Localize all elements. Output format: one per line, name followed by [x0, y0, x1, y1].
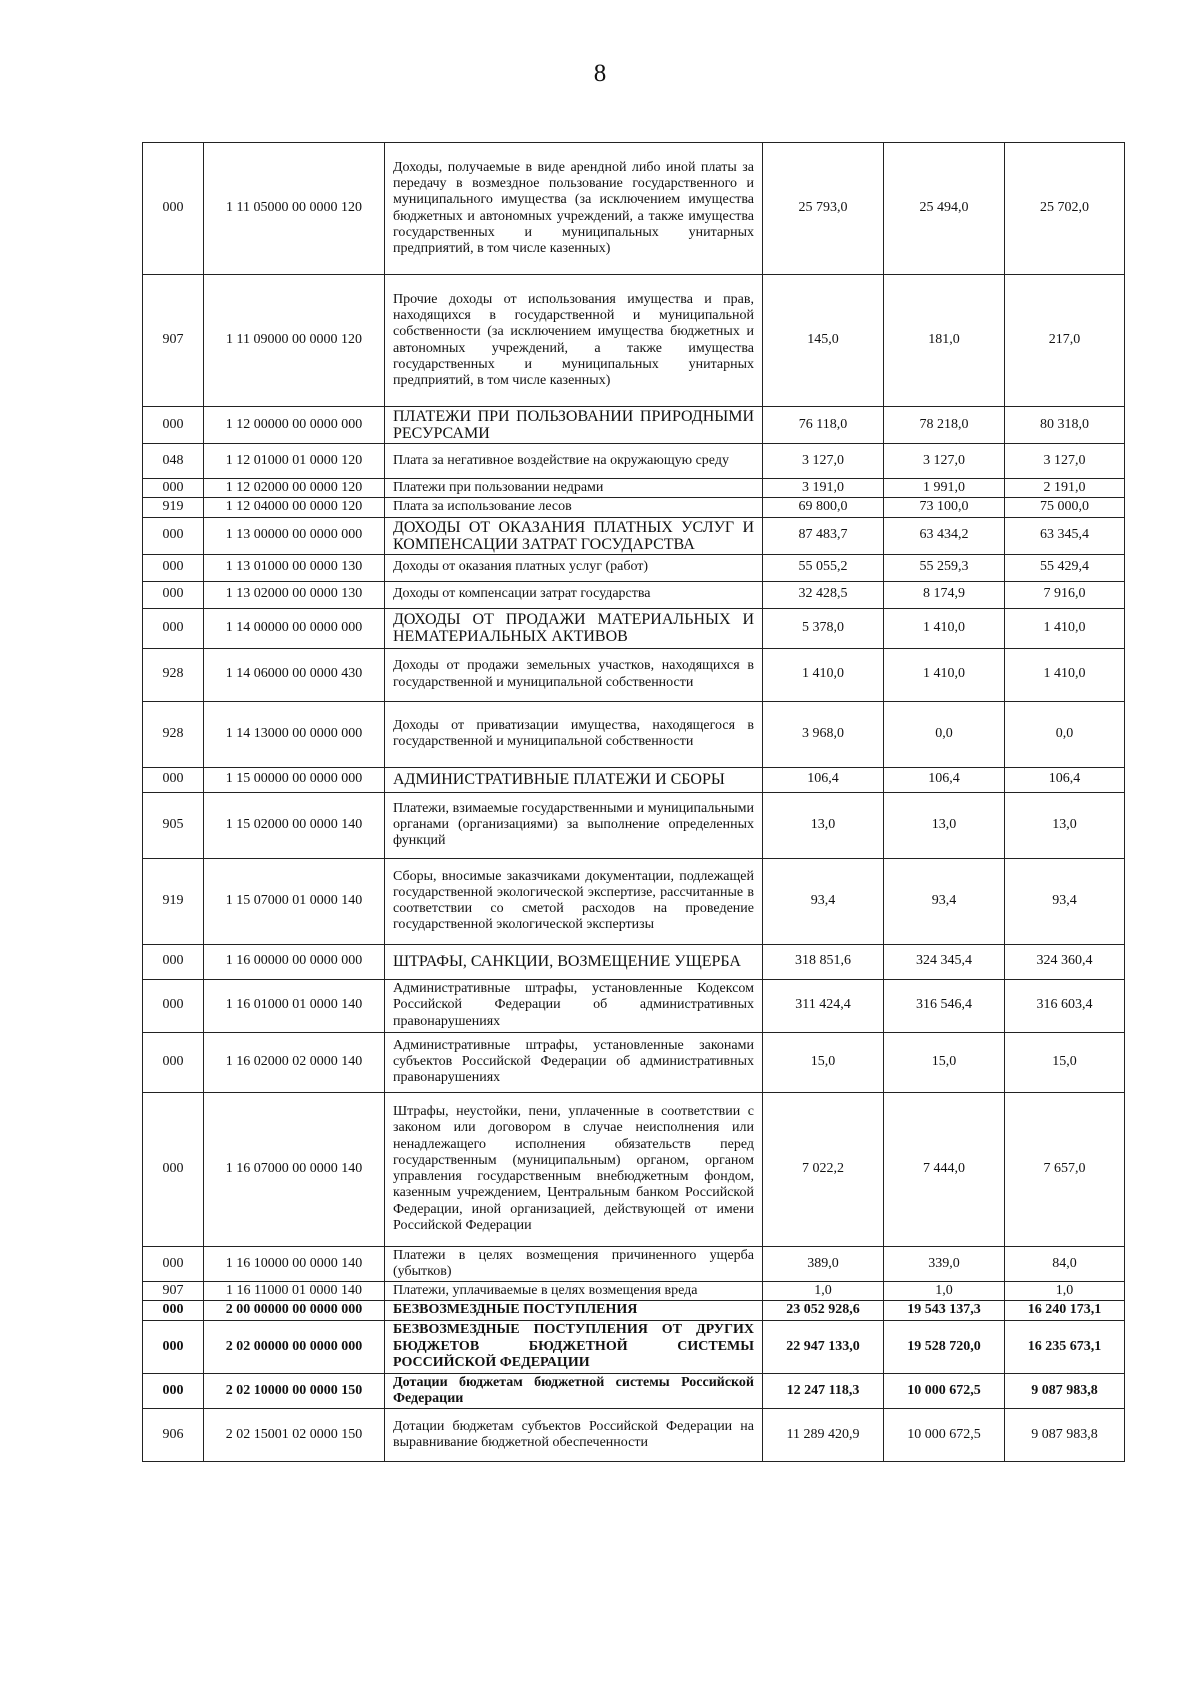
- year2-amount-cell: 8 174,9: [884, 581, 1005, 608]
- year3-amount-cell: 324 360,4: [1005, 944, 1125, 979]
- description-cell: Штрафы, неустойки, пени, уплаченные в соответствии с законом или договором в случае неисполнения или ненадлежащего исполнения обязательств перед государственным (муниципальным) органом, органом управления государственным внебюджетным фондом, казенным учреждением, Центральным банком Российской Федерации, иной организацией, действующей от имени Российской Федерации: [385, 1092, 763, 1246]
- admin-code-cell: 000: [143, 479, 204, 498]
- year1-amount-cell: 32 428,5: [763, 581, 884, 608]
- year3-amount-cell: 9 087 983,8: [1005, 1409, 1125, 1462]
- admin-code-cell: 000: [143, 1320, 204, 1373]
- admin-code-cell: 000: [143, 1246, 204, 1282]
- budget-code-cell: 1 16 02000 02 0000 140: [204, 1032, 385, 1092]
- admin-code-cell: 000: [143, 1301, 204, 1320]
- year1-amount-cell: 13,0: [763, 792, 884, 858]
- year3-amount-cell: 80 318,0: [1005, 407, 1125, 444]
- table-row: [143, 608, 1125, 648]
- budget-code-cell: 1 14 00000 00 0000 000: [204, 608, 385, 648]
- admin-code-cell: 919: [143, 858, 204, 944]
- table-row: [143, 1032, 1125, 1092]
- year2-amount-cell: 19 543 137,3: [884, 1301, 1005, 1320]
- admin-code-cell: 000: [143, 944, 204, 979]
- budget-code-cell: 1 15 07000 01 0000 140: [204, 858, 385, 944]
- budget-code-cell: 1 14 06000 00 0000 430: [204, 648, 385, 701]
- budget-code-cell: 1 15 02000 00 0000 140: [204, 792, 385, 858]
- year2-amount-cell: 13,0: [884, 792, 1005, 858]
- year3-amount-cell: 9 087 983,8: [1005, 1373, 1125, 1409]
- year1-amount-cell: 311 424,4: [763, 979, 884, 1032]
- admin-code-cell: 000: [143, 1032, 204, 1092]
- year3-amount-cell: 16 235 673,1: [1005, 1320, 1125, 1373]
- table-row: [143, 979, 1125, 1032]
- table-row: [143, 1301, 1125, 1320]
- admin-code-cell: 000: [143, 554, 204, 581]
- description-cell: Платежи, взимаемые государственными и муниципальными органами (организациями) за выполнение определенных функций: [385, 792, 763, 858]
- year3-amount-cell: 15,0: [1005, 1032, 1125, 1092]
- year2-amount-cell: 55 259,3: [884, 554, 1005, 581]
- year3-amount-cell: 93,4: [1005, 858, 1125, 944]
- table-row: [143, 1409, 1125, 1462]
- year1-amount-cell: 23 052 928,6: [763, 1301, 884, 1320]
- year1-amount-cell: 69 800,0: [763, 498, 884, 517]
- year3-amount-cell: 106,4: [1005, 767, 1125, 792]
- budget-code-cell: 1 11 05000 00 0000 120: [204, 143, 385, 275]
- year2-amount-cell: 1 991,0: [884, 479, 1005, 498]
- description-cell: Доходы от продажи земельных участков, находящихся в государственной и муниципальной собственности: [385, 648, 763, 701]
- budget-revenue-table: [142, 142, 1125, 1462]
- description-cell: Доходы от приватизации имущества, находящегося в государственной и муниципальной собственности: [385, 701, 763, 767]
- budget-code-cell: 1 15 00000 00 0000 000: [204, 767, 385, 792]
- description-cell: АДМИНИСТРАТИВНЫЕ ПЛАТЕЖИ И СБОРЫ: [385, 767, 763, 792]
- admin-code-cell: 000: [143, 581, 204, 608]
- year2-amount-cell: 7 444,0: [884, 1092, 1005, 1246]
- budget-code-cell: 1 12 01000 01 0000 120: [204, 444, 385, 479]
- table-row: [143, 858, 1125, 944]
- budget-code-cell: 1 11 09000 00 0000 120: [204, 275, 385, 407]
- year3-amount-cell: 13,0: [1005, 792, 1125, 858]
- budget-code-cell: 1 12 00000 00 0000 000: [204, 407, 385, 444]
- admin-code-cell: 000: [143, 608, 204, 648]
- table-row: [143, 407, 1125, 444]
- year2-amount-cell: 181,0: [884, 275, 1005, 407]
- description-cell: ДОХОДЫ ОТ ОКАЗАНИЯ ПЛАТНЫХ УСЛУГ И КОМПЕНСАЦИИ ЗАТРАТ ГОСУДАРСТВА: [385, 517, 763, 554]
- year3-amount-cell: 16 240 173,1: [1005, 1301, 1125, 1320]
- year1-amount-cell: 1 410,0: [763, 648, 884, 701]
- year1-amount-cell: 55 055,2: [763, 554, 884, 581]
- year3-amount-cell: 7 916,0: [1005, 581, 1125, 608]
- year2-amount-cell: 78 218,0: [884, 407, 1005, 444]
- year1-amount-cell: 15,0: [763, 1032, 884, 1092]
- year1-amount-cell: 25 793,0: [763, 143, 884, 275]
- table-row: [143, 1320, 1125, 1373]
- admin-code-cell: 000: [143, 979, 204, 1032]
- admin-code-cell: 906: [143, 1409, 204, 1462]
- year1-amount-cell: 3 191,0: [763, 479, 884, 498]
- year1-amount-cell: 12 247 118,3: [763, 1373, 884, 1409]
- table-row: [143, 517, 1125, 554]
- year2-amount-cell: 93,4: [884, 858, 1005, 944]
- year3-amount-cell: 0,0: [1005, 701, 1125, 767]
- year2-amount-cell: 10 000 672,5: [884, 1409, 1005, 1462]
- year3-amount-cell: 316 603,4: [1005, 979, 1125, 1032]
- year2-amount-cell: 3 127,0: [884, 444, 1005, 479]
- year2-amount-cell: 106,4: [884, 767, 1005, 792]
- admin-code-cell: 919: [143, 498, 204, 517]
- description-cell: ПЛАТЕЖИ ПРИ ПОЛЬЗОВАНИИ ПРИРОДНЫМИ РЕСУРСАМИ: [385, 407, 763, 444]
- admin-code-cell: 907: [143, 1282, 204, 1301]
- description-cell: Плата за негативное воздействие на окружающую среду: [385, 444, 763, 479]
- year3-amount-cell: 1 410,0: [1005, 648, 1125, 701]
- description-cell: Административные штрафы, установленные Кодексом Российской Федерации об административных правонарушениях: [385, 979, 763, 1032]
- year3-amount-cell: 1,0: [1005, 1282, 1125, 1301]
- table-row: [143, 944, 1125, 979]
- year1-amount-cell: 3 127,0: [763, 444, 884, 479]
- admin-code-cell: 928: [143, 701, 204, 767]
- year2-amount-cell: 25 494,0: [884, 143, 1005, 275]
- budget-code-cell: 2 02 00000 00 0000 000: [204, 1320, 385, 1373]
- budget-code-cell: 2 02 15001 02 0000 150: [204, 1409, 385, 1462]
- admin-code-cell: 928: [143, 648, 204, 701]
- table-row: [143, 275, 1125, 407]
- year2-amount-cell: 316 546,4: [884, 979, 1005, 1032]
- description-cell: Административные штрафы, установленные законами субъектов Российской Федерации об административных правонарушениях: [385, 1032, 763, 1092]
- year1-amount-cell: 7 022,2: [763, 1092, 884, 1246]
- budget-code-cell: 1 12 04000 00 0000 120: [204, 498, 385, 517]
- year3-amount-cell: 75 000,0: [1005, 498, 1125, 517]
- admin-code-cell: 000: [143, 407, 204, 444]
- budget-code-cell: 2 00 00000 00 0000 000: [204, 1301, 385, 1320]
- budget-code-cell: 1 16 00000 00 0000 000: [204, 944, 385, 979]
- admin-code-cell: 048: [143, 444, 204, 479]
- year3-amount-cell: 63 345,4: [1005, 517, 1125, 554]
- table-row: [143, 581, 1125, 608]
- table-row: [143, 498, 1125, 517]
- year2-amount-cell: 73 100,0: [884, 498, 1005, 517]
- budget-code-cell: 1 13 00000 00 0000 000: [204, 517, 385, 554]
- table-row: [143, 479, 1125, 498]
- year2-amount-cell: 1 410,0: [884, 648, 1005, 701]
- year2-amount-cell: 15,0: [884, 1032, 1005, 1092]
- table-row: [143, 554, 1125, 581]
- year2-amount-cell: 0,0: [884, 701, 1005, 767]
- description-cell: Платежи при пользовании недрами: [385, 479, 763, 498]
- description-cell: Дотации бюджетам бюджетной системы Российской Федерации: [385, 1373, 763, 1409]
- admin-code-cell: 907: [143, 275, 204, 407]
- year1-amount-cell: 318 851,6: [763, 944, 884, 979]
- year1-amount-cell: 145,0: [763, 275, 884, 407]
- description-cell: ДОХОДЫ ОТ ПРОДАЖИ МАТЕРИАЛЬНЫХ И НЕМАТЕРИАЛЬНЫХ АКТИВОВ: [385, 608, 763, 648]
- description-cell: Платежи в целях возмещения причиненного ущерба (убытков): [385, 1246, 763, 1282]
- budget-code-cell: 1 16 01000 01 0000 140: [204, 979, 385, 1032]
- description-cell: БЕЗВОЗМЕЗДНЫЕ ПОСТУПЛЕНИЯ: [385, 1301, 763, 1320]
- budget-code-cell: 1 13 01000 00 0000 130: [204, 554, 385, 581]
- year2-amount-cell: 63 434,2: [884, 517, 1005, 554]
- table-row: [143, 1092, 1125, 1246]
- budget-code-cell: 1 16 07000 00 0000 140: [204, 1092, 385, 1246]
- year1-amount-cell: 106,4: [763, 767, 884, 792]
- year3-amount-cell: 25 702,0: [1005, 143, 1125, 275]
- budget-code-cell: 2 02 10000 00 0000 150: [204, 1373, 385, 1409]
- year3-amount-cell: 217,0: [1005, 275, 1125, 407]
- description-cell: Платежи, уплачиваемые в целях возмещения вреда: [385, 1282, 763, 1301]
- year3-amount-cell: 1 410,0: [1005, 608, 1125, 648]
- description-cell: БЕЗВОЗМЕЗДНЫЕ ПОСТУПЛЕНИЯ ОТ ДРУГИХ БЮДЖЕТОВ БЮДЖЕТНОЙ СИСТЕМЫ РОССИЙСКОЙ ФЕДЕРАЦИИ: [385, 1320, 763, 1373]
- year1-amount-cell: 87 483,7: [763, 517, 884, 554]
- year3-amount-cell: 55 429,4: [1005, 554, 1125, 581]
- table-row: [143, 444, 1125, 479]
- table-row: [143, 701, 1125, 767]
- description-cell: Сборы, вносимые заказчиками документации, подлежащей государственной экологической экспертизе, рассчитанные в соответствии со сметой расходов на проведение государственной экологической экспертизы: [385, 858, 763, 944]
- year1-amount-cell: 3 968,0: [763, 701, 884, 767]
- year1-amount-cell: 1,0: [763, 1282, 884, 1301]
- table-row: [143, 1282, 1125, 1301]
- budget-code-cell: 1 14 13000 00 0000 000: [204, 701, 385, 767]
- budget-code-cell: 1 13 02000 00 0000 130: [204, 581, 385, 608]
- year2-amount-cell: 19 528 720,0: [884, 1320, 1005, 1373]
- year3-amount-cell: 2 191,0: [1005, 479, 1125, 498]
- budget-code-cell: 1 16 11000 01 0000 140: [204, 1282, 385, 1301]
- description-cell: Доходы от компенсации затрат государства: [385, 581, 763, 608]
- budget-code-cell: 1 16 10000 00 0000 140: [204, 1246, 385, 1282]
- description-cell: Плата за использование лесов: [385, 498, 763, 517]
- description-cell: Прочие доходы от использования имущества и прав, находящихся в государственной и муниципальной собственности (за исключением имущества бюджетных и автономных учреждений, а также имущества государственных и муниципальных унитарных предприятий, в том числе казенных): [385, 275, 763, 407]
- table-row: [143, 1373, 1125, 1409]
- budget-code-cell: 1 12 02000 00 0000 120: [204, 479, 385, 498]
- admin-code-cell: 000: [143, 1373, 204, 1409]
- admin-code-cell: 000: [143, 517, 204, 554]
- year1-amount-cell: 11 289 420,9: [763, 1409, 884, 1462]
- table-row: [143, 1246, 1125, 1282]
- table-body: [143, 143, 1125, 1462]
- year2-amount-cell: 10 000 672,5: [884, 1373, 1005, 1409]
- admin-code-cell: 000: [143, 143, 204, 275]
- admin-code-cell: 000: [143, 1092, 204, 1246]
- year3-amount-cell: 3 127,0: [1005, 444, 1125, 479]
- admin-code-cell: 000: [143, 767, 204, 792]
- year2-amount-cell: 324 345,4: [884, 944, 1005, 979]
- admin-code-cell: 905: [143, 792, 204, 858]
- description-cell: Доходы от оказания платных услуг (работ): [385, 554, 763, 581]
- year1-amount-cell: 93,4: [763, 858, 884, 944]
- description-cell: Доходы, получаемые в виде арендной либо иной платы за передачу в возмездное пользование государственного и муниципального имущества (за исключением имущества бюджетных и автономных учреждений, а также имущества государственных и муниципальных унитарных предприятий, в том числе казенных): [385, 143, 763, 275]
- year2-amount-cell: 1 410,0: [884, 608, 1005, 648]
- table-row: [143, 648, 1125, 701]
- year2-amount-cell: 339,0: [884, 1246, 1005, 1282]
- page-number: 8: [593, 60, 607, 87]
- description-cell: Дотации бюджетам субъектов Российской Федерации на выравнивание бюджетной обеспеченности: [385, 1409, 763, 1462]
- table-row: [143, 143, 1125, 275]
- year3-amount-cell: 7 657,0: [1005, 1092, 1125, 1246]
- table-row: [143, 792, 1125, 858]
- year1-amount-cell: 389,0: [763, 1246, 884, 1282]
- table-row: [143, 767, 1125, 792]
- year1-amount-cell: 76 118,0: [763, 407, 884, 444]
- year2-amount-cell: 1,0: [884, 1282, 1005, 1301]
- year3-amount-cell: 84,0: [1005, 1246, 1125, 1282]
- year1-amount-cell: 22 947 133,0: [763, 1320, 884, 1373]
- year1-amount-cell: 5 378,0: [763, 608, 884, 648]
- description-cell: ШТРАФЫ, САНКЦИИ, ВОЗМЕЩЕНИЕ УЩЕРБА: [385, 944, 763, 979]
